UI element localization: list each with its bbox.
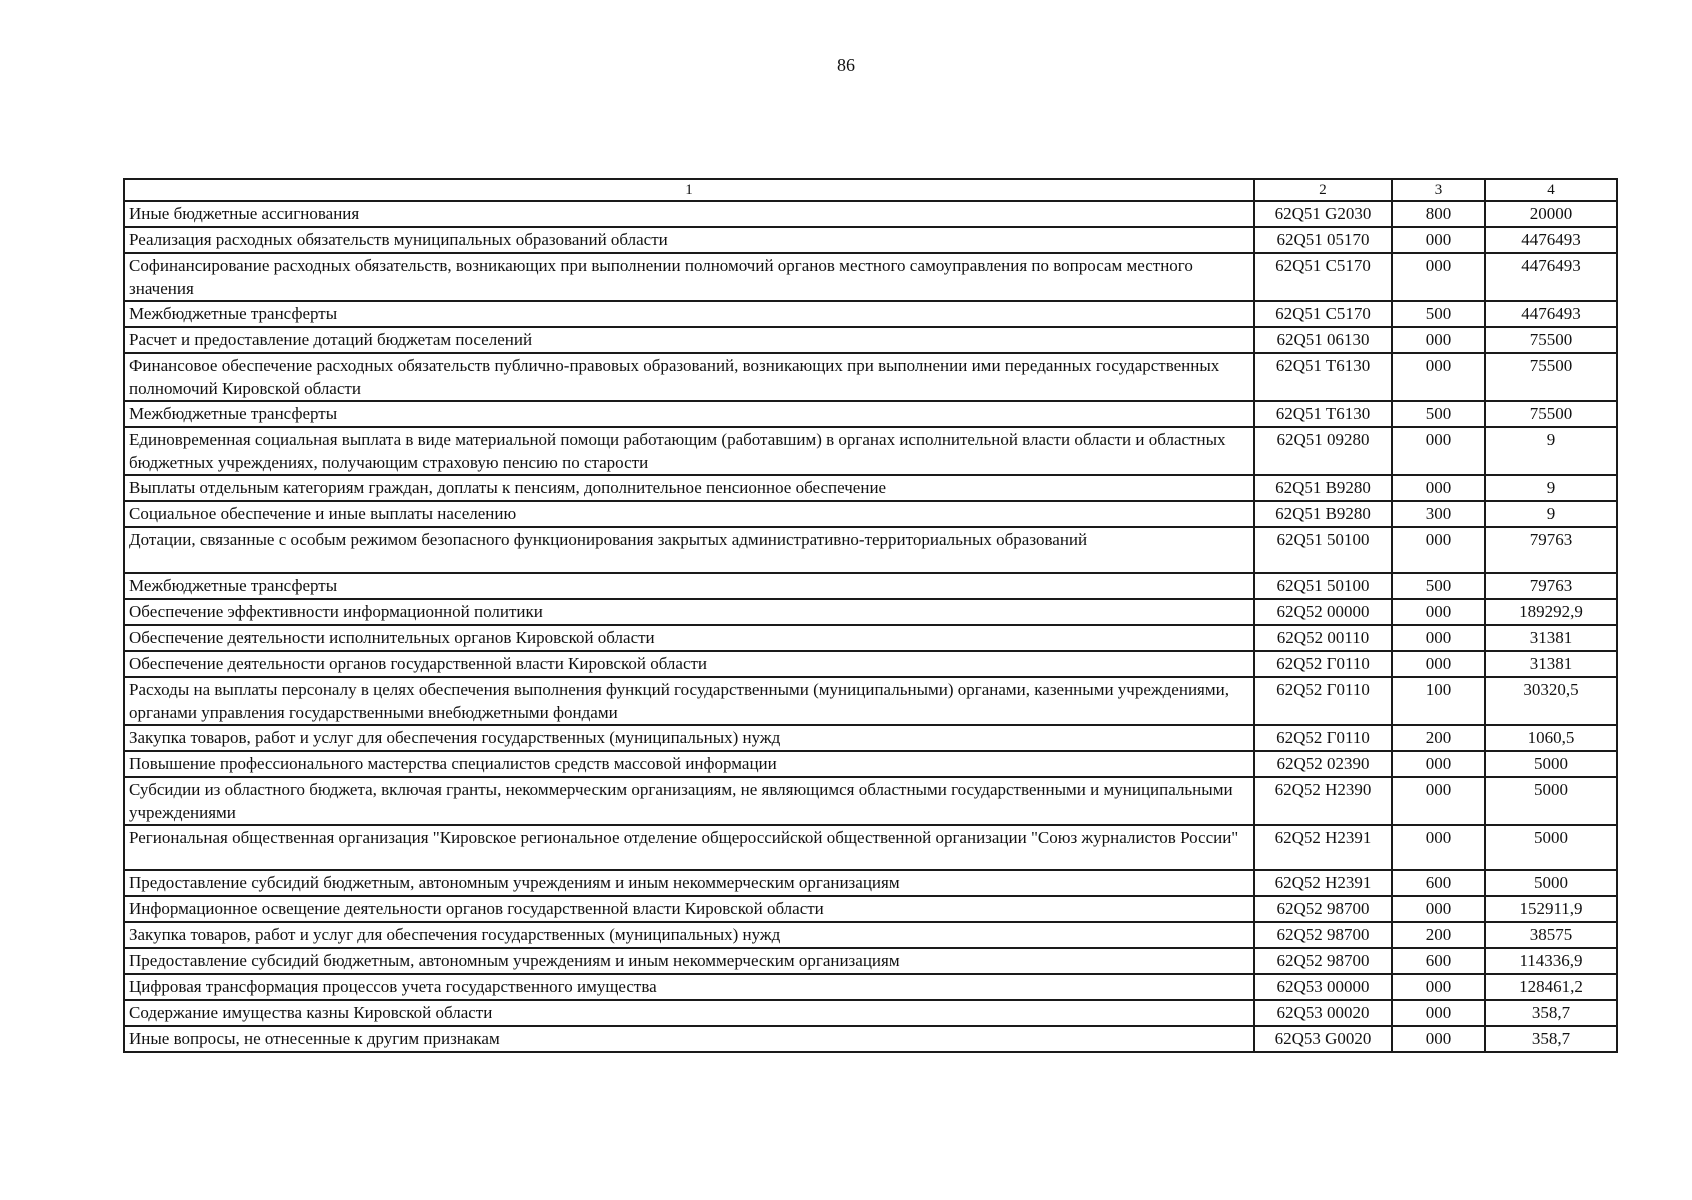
row-code-cell: 62Q51 G2030 [1254, 201, 1392, 227]
row-code-cell: 62Q51 B9280 [1254, 475, 1392, 501]
row-name-cell: Финансовое обеспечение расходных обязательств публично-правовых образований, возникающих при выполнении ими переданных государственных полномочий Кировской области [124, 353, 1254, 401]
row-amount-cell: 114336,9 [1485, 948, 1617, 974]
row-code-cell: 62Q52 00110 [1254, 625, 1392, 651]
row-amount-cell: 75500 [1485, 327, 1617, 353]
row-amount-cell: 75500 [1485, 353, 1617, 401]
row-type-cell: 000 [1392, 777, 1485, 825]
row-type-cell: 000 [1392, 527, 1485, 573]
row-code-cell: 62Q51 C5170 [1254, 301, 1392, 327]
row-name-cell: Расчет и предоставление дотаций бюджетам поселений [124, 327, 1254, 353]
row-name-cell: Межбюджетные трансферты [124, 301, 1254, 327]
row-code-cell: 62Q52 98700 [1254, 948, 1392, 974]
row-type-cell: 100 [1392, 677, 1485, 725]
row-amount-cell: 358,7 [1485, 1000, 1617, 1026]
row-amount-cell: 9 [1485, 501, 1617, 527]
header-cell-2: 2 [1254, 179, 1392, 201]
header-cell-3: 3 [1392, 179, 1485, 201]
row-name-cell: Повышение профессионального мастерства специалистов средств массовой информации [124, 751, 1254, 777]
row-name-cell: Информационное освещение деятельности органов государственной власти Кировской области [124, 896, 1254, 922]
row-amount-cell: 358,7 [1485, 1026, 1617, 1052]
row-code-cell: 62Q51 T6130 [1254, 353, 1392, 401]
table-row [124, 651, 1617, 677]
table-row [124, 896, 1617, 922]
row-type-cell: 000 [1392, 825, 1485, 870]
row-name-cell: Обеспечение деятельности исполнительных органов Кировской области [124, 625, 1254, 651]
table-row [124, 353, 1617, 401]
row-type-cell: 300 [1392, 501, 1485, 527]
row-name-cell: Выплаты отдельным категориям граждан, доплаты к пенсиям, дополнительное пенсионное обеспечение [124, 475, 1254, 501]
row-name-cell: Софинансирование расходных обязательств, возникающих при выполнении полномочий органов местного самоуправления по вопросам местного значения [124, 253, 1254, 301]
row-type-cell: 500 [1392, 301, 1485, 327]
row-amount-cell: 128461,2 [1485, 974, 1617, 1000]
row-name-cell: Цифровая трансформация процессов учета государственного имущества [124, 974, 1254, 1000]
table-row [124, 870, 1617, 896]
table-row [124, 825, 1617, 870]
row-type-cell: 200 [1392, 922, 1485, 948]
table-row [124, 501, 1617, 527]
row-name-cell: Содержание имущества казны Кировской области [124, 1000, 1254, 1026]
row-code-cell: 62Q52 H2390 [1254, 777, 1392, 825]
row-amount-cell: 152911,9 [1485, 896, 1617, 922]
row-type-cell: 000 [1392, 974, 1485, 1000]
row-code-cell: 62Q53 G0020 [1254, 1026, 1392, 1052]
row-amount-cell: 9 [1485, 475, 1617, 501]
row-type-cell: 000 [1392, 896, 1485, 922]
header-cell-4: 4 [1485, 179, 1617, 201]
row-type-cell: 000 [1392, 327, 1485, 353]
row-amount-cell: 5000 [1485, 825, 1617, 870]
row-name-cell: Межбюджетные трансферты [124, 401, 1254, 427]
row-name-cell: Иные вопросы, не отнесенные к другим признакам [124, 1026, 1254, 1052]
row-code-cell: 62Q53 00020 [1254, 1000, 1392, 1026]
row-code-cell: 62Q52 Г0110 [1254, 677, 1392, 725]
row-amount-cell: 79763 [1485, 527, 1617, 573]
row-name-cell: Субсидии из областного бюджета, включая гранты, некоммерческим организациям, не являющимся областными государственными и муниципальными учреждениями [124, 777, 1254, 825]
table-row [124, 253, 1617, 301]
budget-table [123, 178, 1618, 1053]
table-row [124, 475, 1617, 501]
row-type-cell: 000 [1392, 625, 1485, 651]
row-type-cell: 500 [1392, 573, 1485, 599]
row-name-cell: Дотации, связанные с особым режимом безопасного функционирования закрытых административно-территориальных образований [124, 527, 1254, 573]
row-type-cell: 200 [1392, 725, 1485, 751]
table-row [124, 1026, 1617, 1052]
row-type-cell: 000 [1392, 651, 1485, 677]
row-code-cell: 62Q52 H2391 [1254, 870, 1392, 896]
row-name-cell: Обеспечение деятельности органов государственной власти Кировской области [124, 651, 1254, 677]
row-code-cell: 62Q51 09280 [1254, 427, 1392, 475]
row-amount-cell: 1060,5 [1485, 725, 1617, 751]
row-type-cell: 000 [1392, 253, 1485, 301]
table-row [124, 948, 1617, 974]
row-code-cell: 62Q52 Г0110 [1254, 725, 1392, 751]
header-cell-1: 1 [124, 179, 1254, 201]
row-code-cell: 62Q51 06130 [1254, 327, 1392, 353]
table-row [124, 201, 1617, 227]
row-name-cell: Обеспечение эффективности информационной политики [124, 599, 1254, 625]
row-amount-cell: 4476493 [1485, 301, 1617, 327]
row-name-cell: Закупка товаров, работ и услуг для обеспечения государственных (муниципальных) нужд [124, 922, 1254, 948]
row-code-cell: 62Q52 02390 [1254, 751, 1392, 777]
row-code-cell: 62Q52 H2391 [1254, 825, 1392, 870]
row-code-cell: 62Q51 B9280 [1254, 501, 1392, 527]
row-amount-cell: 20000 [1485, 201, 1617, 227]
row-amount-cell: 75500 [1485, 401, 1617, 427]
row-code-cell: 62Q52 00000 [1254, 599, 1392, 625]
row-code-cell: 62Q53 00000 [1254, 974, 1392, 1000]
table-row [124, 625, 1617, 651]
row-amount-cell: 5000 [1485, 751, 1617, 777]
row-name-cell: Реализация расходных обязательств муниципальных образований области [124, 227, 1254, 253]
row-code-cell: 62Q51 50100 [1254, 573, 1392, 599]
row-name-cell: Региональная общественная организация "Кировское региональное отделение общероссийской общественной организации "Союз журналистов России" [124, 825, 1254, 870]
row-type-cell: 000 [1392, 1026, 1485, 1052]
row-name-cell: Межбюджетные трансферты [124, 573, 1254, 599]
row-amount-cell: 38575 [1485, 922, 1617, 948]
table-row [124, 327, 1617, 353]
table-row [124, 301, 1617, 327]
row-name-cell: Предоставление субсидий бюджетным, автономным учреждениям и иным некоммерческим организациям [124, 948, 1254, 974]
row-amount-cell: 189292,9 [1485, 599, 1617, 625]
table-row [124, 751, 1617, 777]
table-row [124, 974, 1617, 1000]
row-code-cell: 62Q51 05170 [1254, 227, 1392, 253]
row-type-cell: 000 [1392, 1000, 1485, 1026]
row-amount-cell: 30320,5 [1485, 677, 1617, 725]
row-amount-cell: 9 [1485, 427, 1617, 475]
row-name-cell: Закупка товаров, работ и услуг для обеспечения государственных (муниципальных) нужд [124, 725, 1254, 751]
table-header-row [124, 179, 1617, 201]
row-code-cell: 62Q52 98700 [1254, 896, 1392, 922]
row-type-cell: 000 [1392, 475, 1485, 501]
row-name-cell: Иные бюджетные ассигнования [124, 201, 1254, 227]
row-type-cell: 000 [1392, 599, 1485, 625]
row-code-cell: 62Q51 T6130 [1254, 401, 1392, 427]
row-type-cell: 000 [1392, 427, 1485, 475]
row-type-cell: 500 [1392, 401, 1485, 427]
row-type-cell: 600 [1392, 948, 1485, 974]
row-code-cell: 62Q52 Г0110 [1254, 651, 1392, 677]
table-row [124, 725, 1617, 751]
row-amount-cell: 31381 [1485, 625, 1617, 651]
table-row [124, 677, 1617, 725]
row-name-cell: Социальное обеспечение и иные выплаты населению [124, 501, 1254, 527]
row-type-cell: 600 [1392, 870, 1485, 896]
table-row [124, 922, 1617, 948]
row-amount-cell: 31381 [1485, 651, 1617, 677]
row-code-cell: 62Q52 98700 [1254, 922, 1392, 948]
table-row [124, 777, 1617, 825]
row-type-cell: 000 [1392, 751, 1485, 777]
row-type-cell: 800 [1392, 201, 1485, 227]
table-row [124, 227, 1617, 253]
table-row [124, 527, 1617, 573]
row-name-cell: Расходы на выплаты персоналу в целях обеспечения выполнения функций государственными (муниципальными) органами, казенными учреждениями, органами управления государственными внебюджетными фондами [124, 677, 1254, 725]
row-code-cell: 62Q51 50100 [1254, 527, 1392, 573]
row-amount-cell: 79763 [1485, 573, 1617, 599]
table-row [124, 427, 1617, 475]
row-name-cell: Единовременная социальная выплата в виде материальной помощи работающим (работавшим) в органах исполнительной власти области и областных бюджетных учреждениях, получающим страховую пенсию по старости [124, 427, 1254, 475]
row-name-cell: Предоставление субсидий бюджетным, автономным учреждениям и иным некоммерческим организациям [124, 870, 1254, 896]
row-code-cell: 62Q51 C5170 [1254, 253, 1392, 301]
row-amount-cell: 4476493 [1485, 253, 1617, 301]
row-type-cell: 000 [1392, 353, 1485, 401]
table-row [124, 573, 1617, 599]
page-number: 86 [837, 55, 855, 75]
row-type-cell: 000 [1392, 227, 1485, 253]
row-amount-cell: 5000 [1485, 870, 1617, 896]
table-row [124, 599, 1617, 625]
table-row [124, 1000, 1617, 1026]
row-amount-cell: 4476493 [1485, 227, 1617, 253]
table-row [124, 401, 1617, 427]
row-amount-cell: 5000 [1485, 777, 1617, 825]
